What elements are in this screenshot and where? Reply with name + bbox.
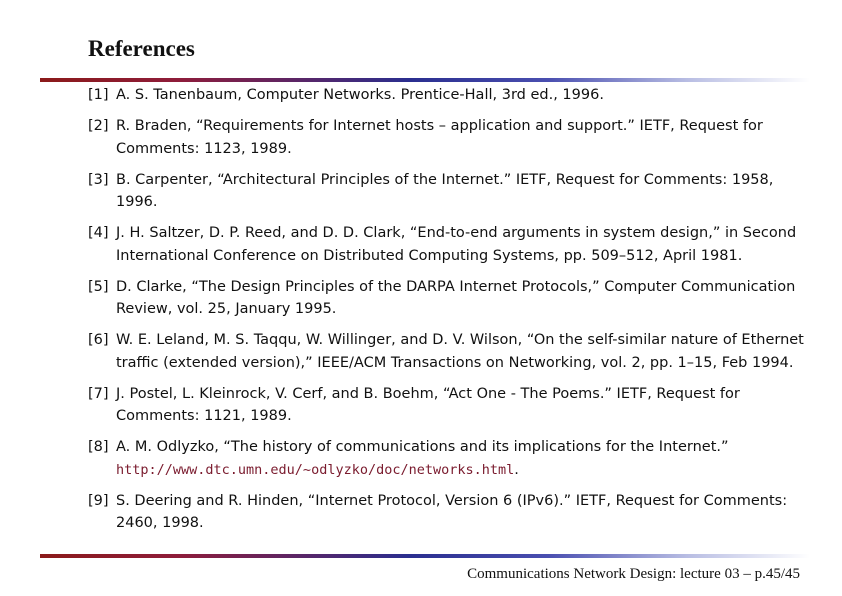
reference-item <box>88 84 808 107</box>
reference-url-period: . <box>514 461 519 478</box>
reference-number: [5] <box>88 278 109 295</box>
reference-number: [7] <box>88 385 109 402</box>
reference-item <box>88 115 808 160</box>
reference-number: [1] <box>88 87 109 103</box>
reference-item <box>88 436 808 481</box>
reference-text: J. H. Saltzer, D. P. Reed, and D. D. Clark, “End-to-end arguments in system design,” in Second International Conference on Distributed Computing Systems, pp. 509–512, April 1981. <box>116 225 797 264</box>
reference-list <box>88 84 808 543</box>
slide-title: References <box>88 36 195 61</box>
reference-item <box>88 383 808 428</box>
reference-number: [2] <box>88 118 109 134</box>
reference-item <box>88 329 808 374</box>
reference-text: B. Carpenter, “Architectural Principles of the Internet.” IETF, Request for Comments: 1958, 1996. <box>116 171 774 210</box>
reference-number: [6] <box>88 332 109 348</box>
reference-item <box>88 169 808 214</box>
reference-text: A. S. Tanenbaum, Computer Networks. Prentice-Hall, 3rd ed., 1996. <box>116 87 604 103</box>
reference-number: [3] <box>88 171 109 188</box>
reference-text: J. Postel, L. Kleinrock, V. Cerf, and B. Boehm, “Act One - The Poems.” IETF, Request for Comments: 1121, 1989. <box>116 385 740 424</box>
title-divider <box>40 78 810 82</box>
footer-divider <box>40 554 810 558</box>
reference-item <box>88 276 808 321</box>
reference-text: R. Braden, “Requirements for Internet hosts – application and support.” IETF, Request for Comments: 1123, 1989. <box>116 118 763 157</box>
reference-text: D. Clarke, “The Design Principles of the DARPA Internet Protocols,” Computer Communication Review, vol. 25, January 1995. <box>116 278 796 317</box>
reference-text: A. M. Odlyzko, “The history of communications and its implications for the Internet.” <box>116 439 729 455</box>
reference-number: [9] <box>88 492 109 509</box>
reference-number: [4] <box>88 225 109 241</box>
reference-item <box>88 490 808 535</box>
reference-text: W. E. Leland, M. S. Taqqu, W. Willinger, and D. V. Wilson, “On the self-similar nature of Ethernet traffic (extended version),” IEEE/ACM Transactions on Networking, vol. 2, pp. 1–15, Feb 1994. <box>116 332 804 371</box>
reference-item <box>88 222 808 267</box>
reference-text: S. Deering and R. Hinden, “Internet Protocol, Version 6 (IPv6).” IETF, Request for Comments: 2460, 1998. <box>116 492 788 531</box>
slide-footer: Communications Network Design: lecture 03 – p.45/45 <box>461 566 800 583</box>
reference-number: [8] <box>88 439 109 455</box>
reference-url-link[interactable]: http://www.dtc.umn.edu/~odlyzko/doc/networks.html <box>116 461 515 478</box>
